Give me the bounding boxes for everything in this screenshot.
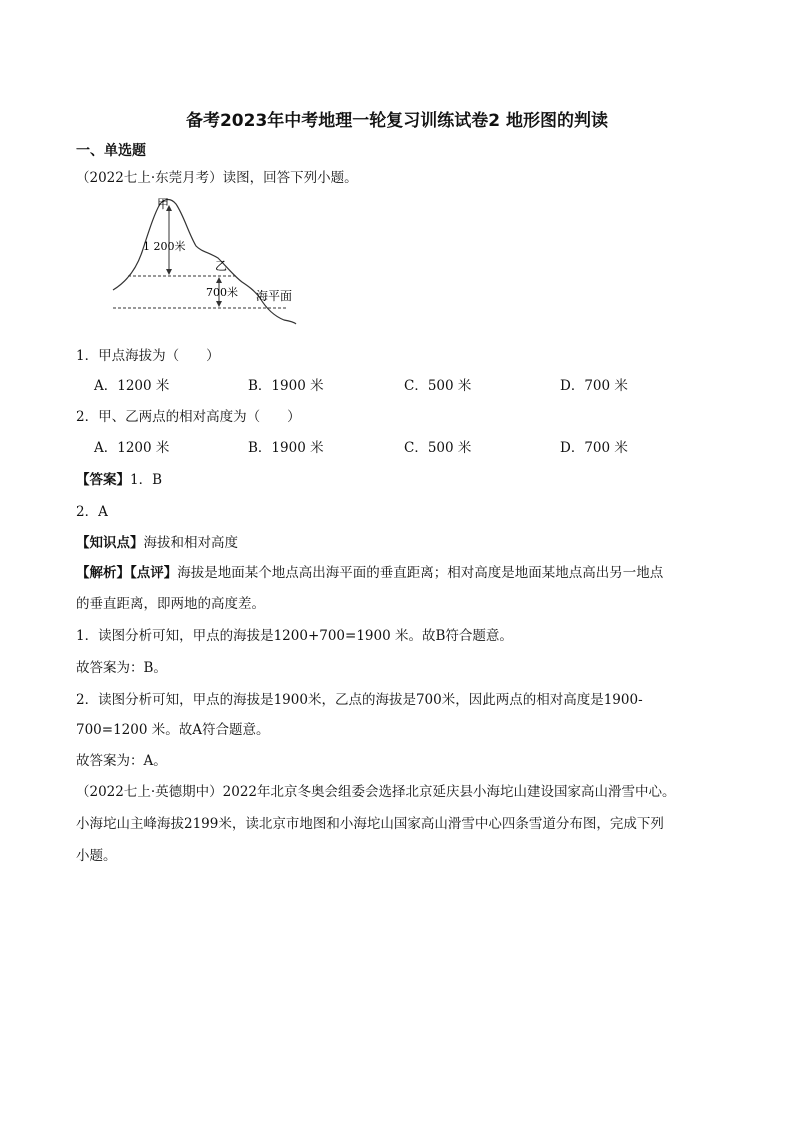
answer-tag: 【答案】 [76, 472, 130, 488]
page-title: 备考2023年中考地理一轮复习训练试卷2 地形图的判读 [185, 111, 609, 131]
q1-option-a[interactable]: A．1200 米 [94, 378, 170, 394]
question-group-intro: （2022七上·东莞月考）读图，回答下列小题。 [76, 170, 358, 186]
terrain-profile-line [113, 200, 296, 325]
intro2-line-3: 小题。 [76, 848, 117, 864]
q2-option-d[interactable]: D．700 米 [560, 440, 628, 456]
analysis-tag: 【解析】【点评】 [76, 565, 178, 581]
q1-option-b[interactable]: B．1900 米 [248, 378, 324, 394]
analysis-line-2: 的垂直距离，即两地的高度差。 [76, 596, 265, 612]
q2-option-c[interactable]: C．500 米 [404, 440, 472, 456]
analysis-line-1 [76, 561, 663, 581]
q2-option-b[interactable]: B．1900 米 [248, 440, 324, 456]
intro2-line-1: （2022七上·英德期中）2022年北京冬奥会组委会选择北京延庆县小海坨山建设国家高山滑雪中心。 [76, 784, 676, 800]
knowledge-tag: 【知识点】 [76, 535, 144, 551]
analysis-line-7: 故答案为：A。 [76, 753, 167, 769]
question-1-stem: 1．甲点海拔为（ ） [76, 348, 220, 364]
analysis-text-1: 海拔是地面某个地点高出海平面的垂直距离；相对高度是地面某地点高出另一地点 [177, 565, 664, 581]
knowledge-text: 海拔和相对高度 [143, 535, 238, 551]
peak-label: 甲 [157, 197, 170, 211]
intro2-line-2: 小海坨山主峰海拔2199米，读北京市地图和小海坨山国家高山滑雪中心四条雪道分布图，完成下列 [76, 816, 664, 832]
answer-2: 2．A [76, 504, 108, 520]
point-label: 乙 [215, 259, 228, 273]
terrain-profile-diagram [108, 190, 308, 330]
q1-option-c[interactable]: C．500 米 [404, 378, 472, 394]
analysis-line-3: 1．读图分析可知，甲点的海拔是1200+700=1900 米。故B符合题意。 [76, 628, 513, 644]
section-heading: 一、单选题 [76, 143, 146, 159]
analysis-line-5: 2．读图分析可知，甲点的海拔是1900米，乙点的海拔是700米，因此两点的相对高度是1900- [76, 692, 643, 708]
sea-level-label: 海平面 [256, 289, 293, 303]
analysis-line-4: 故答案为：B。 [76, 660, 167, 676]
height-label-2: 700米 [206, 286, 238, 299]
q2-option-a[interactable]: A．1200 米 [94, 440, 170, 456]
answer-line [76, 468, 162, 488]
analysis-line-6: 700=1200 米。故A符合题意。 [76, 722, 270, 738]
height-label-1: 1 200米 [143, 240, 186, 253]
answer-1: 1．B [130, 472, 163, 488]
question-2-stem: 2．甲、乙两点的相对高度为（ ） [76, 409, 301, 425]
q1-option-d[interactable]: D．700 米 [560, 378, 628, 394]
knowledge-line [76, 531, 238, 551]
